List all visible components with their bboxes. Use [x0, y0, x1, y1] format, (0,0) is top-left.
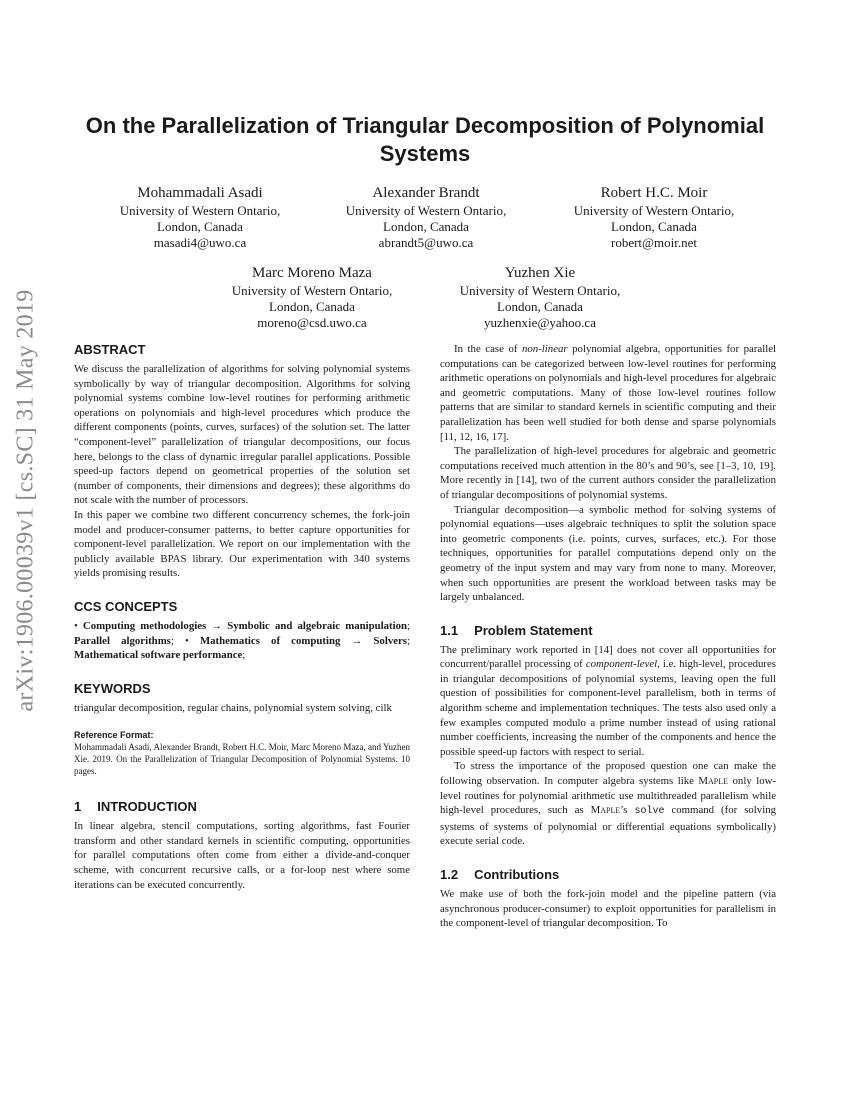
bullet: •: [185, 634, 189, 647]
ccs-item: Mathematical software performance: [74, 649, 243, 662]
section-title: Contributions: [474, 867, 560, 882]
section-title: Problem Statement: [474, 622, 593, 638]
author-block: [440, 264, 640, 331]
right-column: [440, 342, 776, 931]
ccs-item: Mathematics of computing → Solvers: [199, 634, 407, 647]
author-name: Marc Moreno Maza: [252, 265, 372, 281]
body-paragraph: Triangular decomposition—a symbolic method for solving systems of polynomial equations—uses algebraic techniques to split the solution space into geometric components (i.e. points, curves, surfaces, etc.). For those techniques, opportunities for parallel computations depend only on the geometry of the input system and may vary from none to many. Moreover, when such opportunities are present the workload between tasks may be largely unbalanced.: [440, 503, 776, 604]
abstract-paragraph: In this paper we combine two different concurrency schemes, the fork-join model and producer-consumer patterns, to better capture opportunities for component-level parallelization. We report on our implementation with the publicly available BPAS library. Our experimentation with 340 systems yields promising results.: [74, 508, 410, 580]
author-block: [100, 184, 300, 251]
author-name: Robert H.C. Moir: [600, 185, 708, 201]
arxiv-identifier: arXiv:1906.00039v1 [cs.SC] 31 May 2019: [12, 288, 39, 712]
paper-title: On the Parallelization of Triangular Decomposition of Polynomial Systems: [85, 113, 765, 166]
abstract-heading: ABSTRACT: [74, 342, 146, 357]
keywords-text: triangular decomposition, regular chains, polynomial system solving, cilk: [74, 701, 392, 714]
contributions-heading: [440, 867, 776, 883]
author-block: [326, 184, 526, 251]
ccs-item: Computing methodologies → Symbolic and algebraic manipulation: [82, 619, 407, 632]
ccs-concepts: • Computing methodologies → Symbolic and algebraic manipulation; Parallel algorithms; • Mathematics of computing → Solvers; Mathematical software performance;: [74, 619, 410, 662]
author-email: robert@moir.net: [611, 235, 697, 250]
author-email: abrandt5@uwo.ca: [378, 235, 474, 250]
section-title: INTRODUCTION: [97, 799, 197, 815]
author-location: London, Canada: [611, 219, 697, 234]
section-number: 1.2: [440, 867, 459, 882]
author-name: Mohammadali Asadi: [137, 185, 263, 201]
arxiv-sidebar: [6, 290, 46, 710]
body-paragraph: In the case of non-linear polynomial algebra, opportunities for parallel computations can be categorized between low-level routines for performing arithmetic operations on polynomials and high-level procedures for algebraic and geometric computations. Many of those low-level routines follow patterns that are similar to standard kernels in scientific computing and their parallelization has been well studied for both dense and sparse polynomials [11, 12, 16, 17].: [440, 343, 776, 443]
abstract-paragraph: We discuss the parallelization of algorithms for solving polynomial systems symbolically by way of triangular decomposition. Algorithms for solving polynomial systems combine low-level routines for performing arithmetic operations on polynomials and high-level procedures which produce the different components (points, curves, surfaces) of the solution set. The latter “component-level” parallelization of triangular decompositions, our focus here, belongs to the class of dynamic irregular parallel applications. Possible speed-up factors depend on geometrical properties of the solution set (number of components, their dimensions and degrees); these algorithms do not scale with the number of processors.: [74, 363, 410, 507]
body-paragraph: The preliminary work reported in [14] does not cover all opportunities for concurrent/parallel processing of component-level, i.e. high-level, procedures in triangular decompositions of polynomial systems, leaving open the full question of possibilities for component-level parallelism, both in terms of algorithm scheme and implementation techniques. The tests also used only a few examples computed modulo a prime number instead of using rational number coefficients, increasing the number of the components and hence the possible speed-up factors with respect to serial.: [440, 643, 776, 758]
author-block: [554, 184, 754, 251]
section-number: 1: [74, 799, 82, 815]
author-name: Alexander Brandt: [372, 185, 480, 201]
intro-paragraph: In linear algebra, stencil computations, sorting algorithms, fast Fourier transform and other standard kernels in scientific computing, opportunities for parallel computations often come from either a divide-and-conquer scheme, with concurrent recursive calls, or a for-loop nest where some iterations can be executed concurrently.: [74, 820, 410, 891]
bullet: •: [74, 619, 78, 632]
section-number: 1.1: [440, 622, 459, 638]
author-email: moreno@csd.uwo.ca: [257, 315, 367, 330]
author-affiliation: University of Western Ontario,: [119, 203, 281, 218]
reference-format-heading: Reference Format:: [74, 730, 154, 741]
author-affiliation: University of Western Ontario,: [345, 203, 507, 218]
ccs-heading: CCS CONCEPTS: [74, 598, 178, 614]
problem-statement-heading: [440, 623, 776, 639]
author-email: masadi4@uwo.ca: [153, 235, 247, 250]
author-affiliation: University of Western Ontario,: [459, 283, 621, 298]
left-column: [74, 342, 410, 892]
keywords-heading: KEYWORDS: [74, 680, 151, 696]
author-email: yuzhenxie@yahoo.ca: [484, 315, 596, 330]
reference-format: [74, 729, 410, 777]
author-location: London, Canada: [497, 299, 583, 314]
author-location: London, Canada: [269, 299, 355, 314]
body-paragraph: The parallelization of high-level procedures for algebraic and geometric computations received much attention in the 80’s and 90’s, see [1–3, 10, 19]. More recently in [14], two of the current authors consider the parallelization of triangular decompositions of polynomial systems.: [440, 445, 776, 501]
ccs-item: Parallel algorithms: [74, 634, 171, 647]
body-paragraph: We make use of both the fork-join model and the pipeline pattern (via asynchronous producer-consumer) to exploit opportunities for parallelism in the component-level of triangular decomposition. To: [440, 888, 776, 930]
author-block: [212, 264, 412, 331]
body-paragraph: To stress the importance of the proposed question one can make the following observation. In computer algebra systems like Maple only low-level routines for polynomial arithmetic use multithreaded parallelism while high-level procedures, such as Maple’s solve command (for solving systems of systems of polynomial or differential equations symbolically) execute serial code.: [440, 760, 777, 848]
author-location: London, Canada: [157, 219, 243, 234]
author-affiliation: University of Western Ontario,: [231, 283, 393, 298]
author-affiliation: University of Western Ontario,: [573, 203, 735, 218]
intro-heading: [74, 799, 410, 815]
reference-format-text: Mohammadali Asadi, Alexander Brandt, Robert H.C. Moir, Marc Moreno Maza, and Yuzhen Xie. 2019. On the Parallelization of Triangular Decomposition of Polynomial Systems. 10 pages.: [74, 742, 410, 777]
author-location: London, Canada: [383, 219, 469, 234]
author-name: Yuzhen Xie: [504, 265, 576, 281]
